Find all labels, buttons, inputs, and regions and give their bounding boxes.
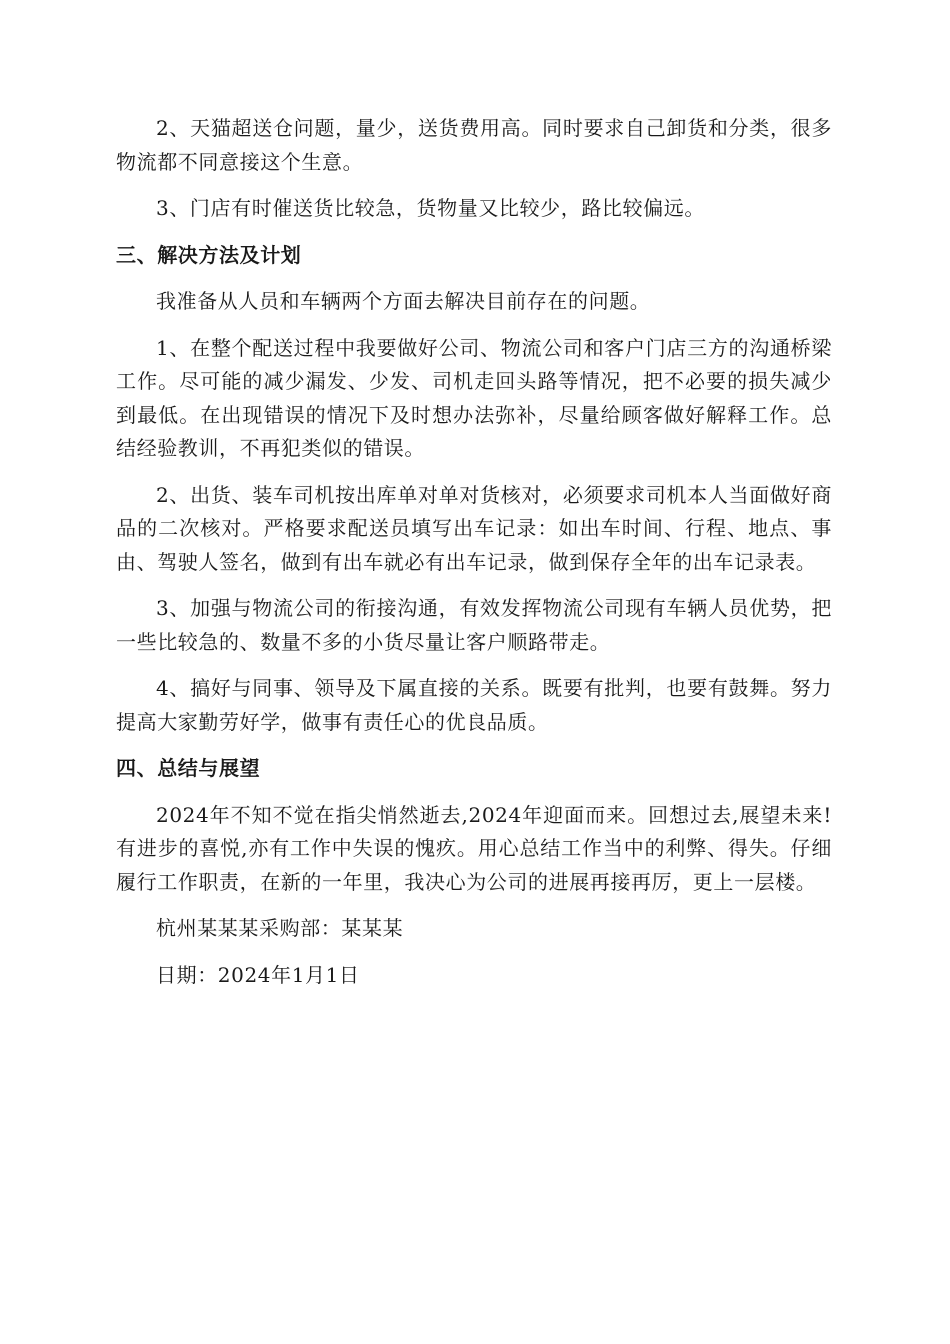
paragraph-store-urgency: 3、门店有时催送货比较急，货物量又比较少，路比较偏远。 xyxy=(156,196,705,220)
section-heading-summary: 四、总结与展望 xyxy=(116,756,261,780)
paragraph-solution-1: 1、在整个配送过程中我要做好公司、物流公司和客户门店三方的沟通桥梁工作。尽可能的减少漏发、少发、司机走回头路等情况，把不必要的损失减少到最低。在出现错误的情况下及时想办法弥补，尽量给顾客做好解释工作。总结经验教训，不再犯类似的错误。 xyxy=(116,335,832,460)
paragraph-solution-4: 4、搞好与同事、领导及下属直接的关系。既要有批判，也要有鼓舞。努力提高大家勤劳好学，做事有责任心的优良品质。 xyxy=(116,676,832,734)
date-line: 日期：2024年1月1日 xyxy=(156,962,360,987)
paragraph-summary: 2024年不知不觉在指尖悄然逝去,2024年迎面而来。回想过去,展望未来!有进步的喜悦,亦有工作中失误的愧疚。用心总结工作当中的利弊、得失。仔细履行工作职责，在新的一年里，我决心为公司的进展再接再厉，更上一层楼。 xyxy=(116,802,832,894)
paragraph-tmall-warehouse: 2、天猫超送仓问题，量少，送货费用高。同时要求自己卸货和分类，很多物流都不同意接这个生意。 xyxy=(116,116,832,174)
paragraph-solution-2: 2、出货、装车司机按出库单对单对货核对，必须要求司机本人当面做好商品的二次核对。严格要求配送员填写出车记录：如出车时间、行程、地点、事由、驾驶人签名，做到有出车就必有出车记录，做到保存全年的出车记录表。 xyxy=(116,482,832,574)
section-heading-solutions: 三、解决方法及计划 xyxy=(116,242,302,267)
signature-line: 杭州某某某采购部：某某某 xyxy=(156,916,404,940)
paragraph-solution-3: 3、加强与物流公司的衔接沟通，有效发挥物流公司现有车辆人员优势，把一些比较急的、数量不多的小货尽量让客户顺路带走。 xyxy=(116,596,832,654)
paragraph-solution-intro: 我准备从人员和车辆两个方面去解决目前存在的问题。 xyxy=(156,289,651,313)
